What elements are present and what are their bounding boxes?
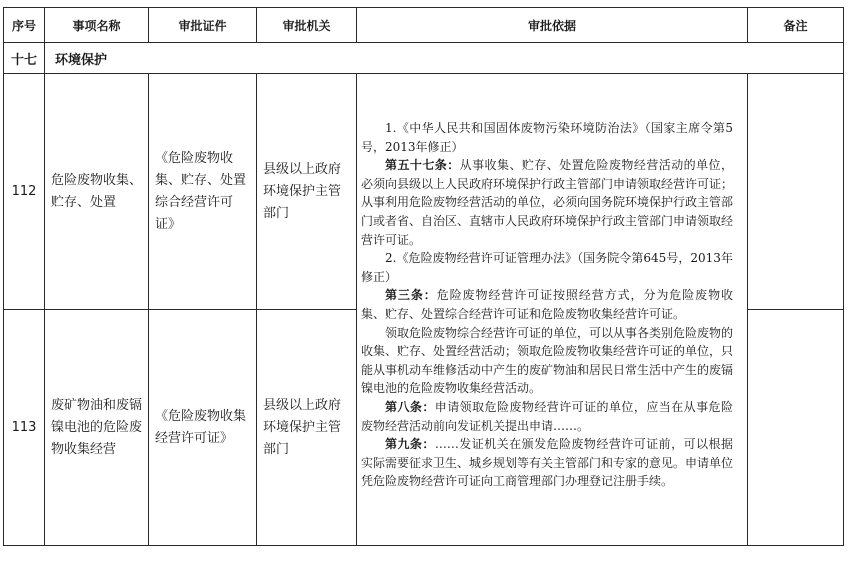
section-title: 环境保护 — [45, 43, 844, 74]
article-label: 第八条： — [385, 399, 435, 414]
header-row — [4, 8, 844, 43]
row-remark — [748, 74, 844, 310]
article-label: 第九条： — [385, 437, 435, 452]
header-certificate: 审批证件 — [149, 8, 257, 43]
header-authority: 审批机关 — [257, 8, 357, 43]
article-text: 申请领取危险废物经营许可证的单位，应当在从事危险废物经营活动前向发证机关提出申请……。 — [361, 399, 733, 433]
basis-article-3 — [361, 286, 733, 323]
row-no: 112 — [4, 74, 45, 310]
row-authority: 县级以上政府环境保护主管部门 — [257, 74, 357, 310]
basis-article-3-continued: 领取危险废物综合经营许可证的单位，可以从事各类别危险废物的收集、贮存、处置经营活动；领取危险废物收集经营许可证的单位，只能从事机动车维修活动中产生的废矿物油和居民日常生活中产生的废镉镍电池的危险废物收集经营活动。 — [361, 325, 734, 396]
header-no: 序号 — [4, 8, 45, 43]
basis-article-9 — [361, 435, 733, 491]
row-authority: 县级以上政府环境保护主管部门 — [257, 310, 357, 546]
row-certificate: 《危险废物收集、贮存、处置综合经营许可证》 — [149, 74, 257, 310]
article-text: 危险废物经营许可证按照经营方式，分为危险废物收集、贮存、处置综合经营许可证和危险废物收集经营许可证。 — [361, 288, 733, 321]
row-certificate: 《危险废物收集经营许可证》 — [149, 310, 257, 546]
header-item-name: 事项名称 — [45, 8, 149, 43]
header-remark: 备注 — [748, 8, 844, 43]
row-item-name: 危险废物收集、贮存、处置 — [45, 74, 149, 310]
header-basis: 审批依据 — [357, 8, 748, 43]
section-row — [4, 43, 844, 74]
row-item-name: 废矿物油和废镉镍电池的危险废物收集经营 — [45, 310, 149, 546]
row-remark — [748, 310, 844, 546]
article-text: 从事收集、贮存、处置危险废物经营活动的单位，必须向县级以上人民政府环境保护行政主管部门申请领取经营许可证；从事利用危险废物经营活动的单位，必须向国务院环境保护行政主管部门或者省、自治区、直辖市人民政府环境保护行政主管部门申请领取经营许可证。 — [361, 158, 734, 247]
article-label: 第三条： — [385, 288, 437, 303]
basis-article-8 — [361, 398, 733, 435]
basis-article-57 — [361, 156, 733, 249]
basis-law-citation: 1.《中华人民共和国固体废物污染环境防治法》（国家主席令第5号，2013年修正） — [361, 121, 733, 154]
article-text: ……发证机关在颁发危险废物经营许可证前，可以根据实际需要征求卫生、城乡规划等有关主管部门和专家的意见。申请单位凭危险废物经营许可证向工商管理部门办理登记注册手续。 — [361, 437, 734, 489]
article-label: 第五十七条： — [385, 158, 460, 173]
section-no: 十七 — [4, 43, 45, 74]
basis-regulation-citation: 2.《危险废物经营许可证管理办法》（国务院令第645号，2013年修正） — [361, 251, 733, 284]
approval-basis-text — [361, 119, 733, 491]
row-no: 113 — [4, 310, 45, 546]
